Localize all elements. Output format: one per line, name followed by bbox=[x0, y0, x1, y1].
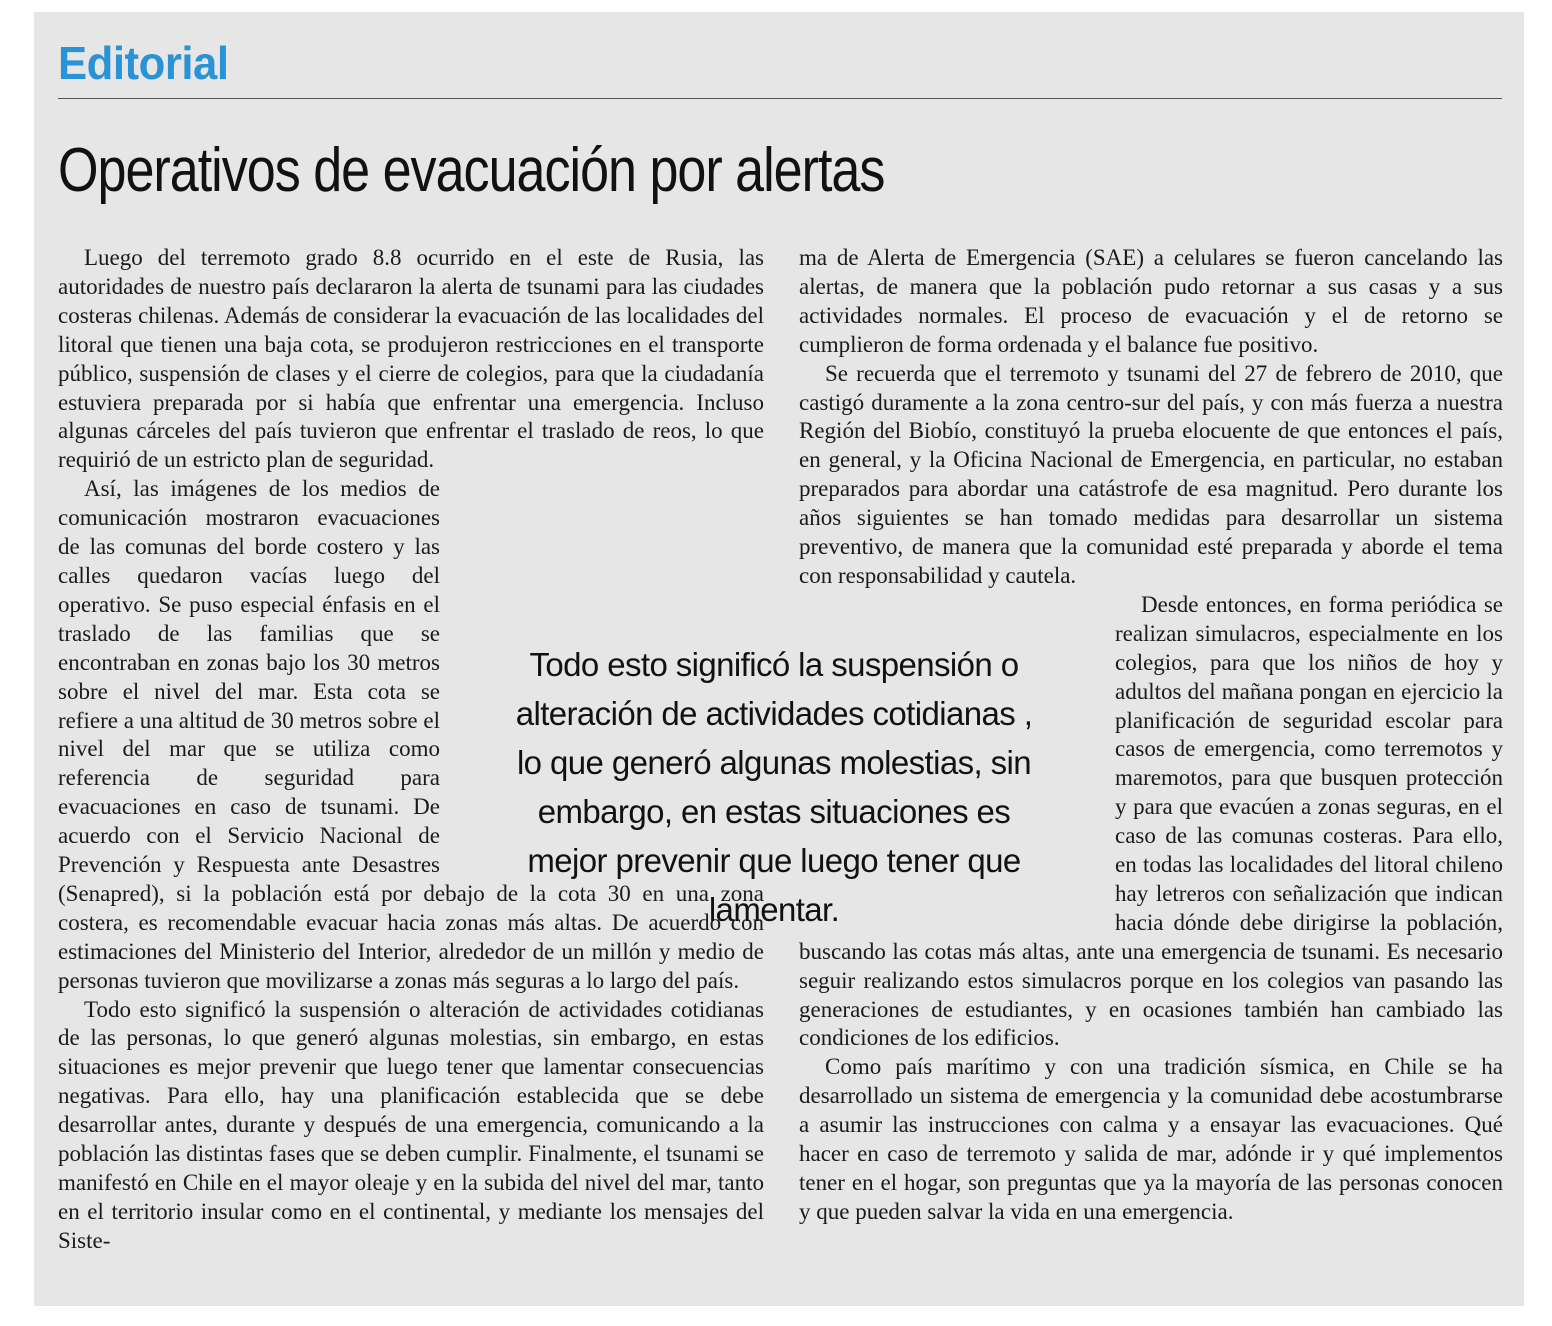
right-paragraph-2: Se recuerda que el terremoto y tsunami del 27 de febrero de 2010, que castigó duramente a la zona centro-sur del país, y con más fuerza a nuestra Región del Biobío, constituyó la prueba elocuente de que entonces el país, en general, y la Oficina Nacional de Emergencia, en particular, no estaban preparados para abordar una catástrofe de esa magnitud. Pero durante los años siguientes se han tomado medidas para desarrollar un sistema preventivo, de manera que la comunidad esté preparada y aborde el tema con responsabilidad y cautela. bbox=[799, 360, 1503, 588]
headline: Operativos de evacuación por alertas bbox=[58, 136, 885, 205]
section-divider bbox=[58, 98, 1502, 99]
right-paragraph-3: Desde entonces, en forma periódica se realizan simulacros, especialmente en los colegios, para que los niños de hoy y adultos del mañana pongan en ejercicio la planificación de seguridad escolar para casos de emergencia, como terremotos y maremotos, para que busquen protección y para que evacúen a zonas seguras, en el caso de las comunas costeras. Para ello, en todas las localidades del litoral chileno hay letreros con señalización que indican hacia dónde debe dirigirse la población, buscando las cotas más altas, ante una emergencia de tsunami. Es necesario seguir realizando estos simulacros porque en los colegios van pasando las generaciones de estudiantes, y en ocasiones también han cambiado las condiciones de los edificios. bbox=[799, 591, 1503, 1051]
pull-quote: Todo esto significó la suspensión o alteración de actividades cotidianas , lo que generó algunas molestias, sin embargo, en estas situaciones es mejor prevenir que luego tener que lamentar. bbox=[515, 646, 1033, 928]
section-label: Editorial bbox=[58, 37, 229, 89]
left-paragraph-3: Todo esto significó la suspensión o alteración de actividades cotidianas de las personas, lo que generó algunas molestias, sin embargo, en estas situaciones es mejor prevenir que luego tener que lamentar consecuencias negativas. Para ello, hay una planificación establecida que se debe desarrollar antes, durante y después de una emergencia, comunicando a la población las distintas fases que se deben cumplir. Finalmente, el tsunami se manifestó en Chile en el mayor oleaje y en la subida del nivel del mar, tanto en el territorio insular como en el continental, y mediante los mensajes del Siste- bbox=[58, 996, 764, 1253]
left-paragraph-1: Luego del terremoto grado 8.8 ocurrido en el este de Rusia, las autoridades de nuestro país declararon la alerta de tsunami para las ciudades costeras chilenas. Además de considerar la evacuación de las localidades del litoral que tienen una baja cota, se produjeron restricciones en el transporte público, suspensión de clases y el cierre de colegios, para que la ciudadanía estuviera preparada por si había que enfrentar una emergencia. Incluso algunas cárceles del país tuvieron que enfrentar el traslado de reos, lo que requirió de un estricto plan de seguridad. bbox=[58, 245, 764, 473]
right-paragraph-4: Como país marítimo y con una tradición sísmica, en Chile se ha desarrollado un sistema de emergencia y la comunidad debe acostumbrarse a asumir las instrucciones con calma y a ensayar las evacuaciones. Qué hacer en caso de terremoto y salida de mar, adónde ir y qué implementos tener en el hogar, son preguntas que ya la mayoría de las personas conocen y que pueden salvar la vida en una emergencia. bbox=[799, 1054, 1503, 1224]
left-paragraph-2: Así, las imágenes de los medios de comunicación mostraron evacuaciones de las comunas del borde costero y las calles quedaron vacías luego del operativo. Se puso especial énfasis en el traslado de las familias que se encontraban en zonas bajo los 30 metros sobre el nivel del mar. Esta cota se refiere a una altitud de 30 metros sobre el nivel del mar que se utiliza como referencia de seguridad para evacuaciones en caso de tsunami. De acuerdo con el Servicio Nacional de Prevención y Respuesta ante Desastres (Senapred), si la población está por debajo de la cota 30 en una zona costera, es recomendable evacuar hacia zonas más altas. De acuerdo con estimaciones del Ministerio del Interior, alrededor de un millón y medio de personas tuvieron que movilizarse a zonas más seguras a lo largo del país. bbox=[58, 476, 764, 993]
right-paragraph-1: ma de Alerta de Emergencia (SAE) a celulares se fueron cancelando las alertas, de manera que la población pudo retornar a sus casas y a sus actividades normales. El proceso de evacuación y el de retorno se cumplieron de forma ordenada y el balance fue positivo. bbox=[799, 245, 1503, 357]
